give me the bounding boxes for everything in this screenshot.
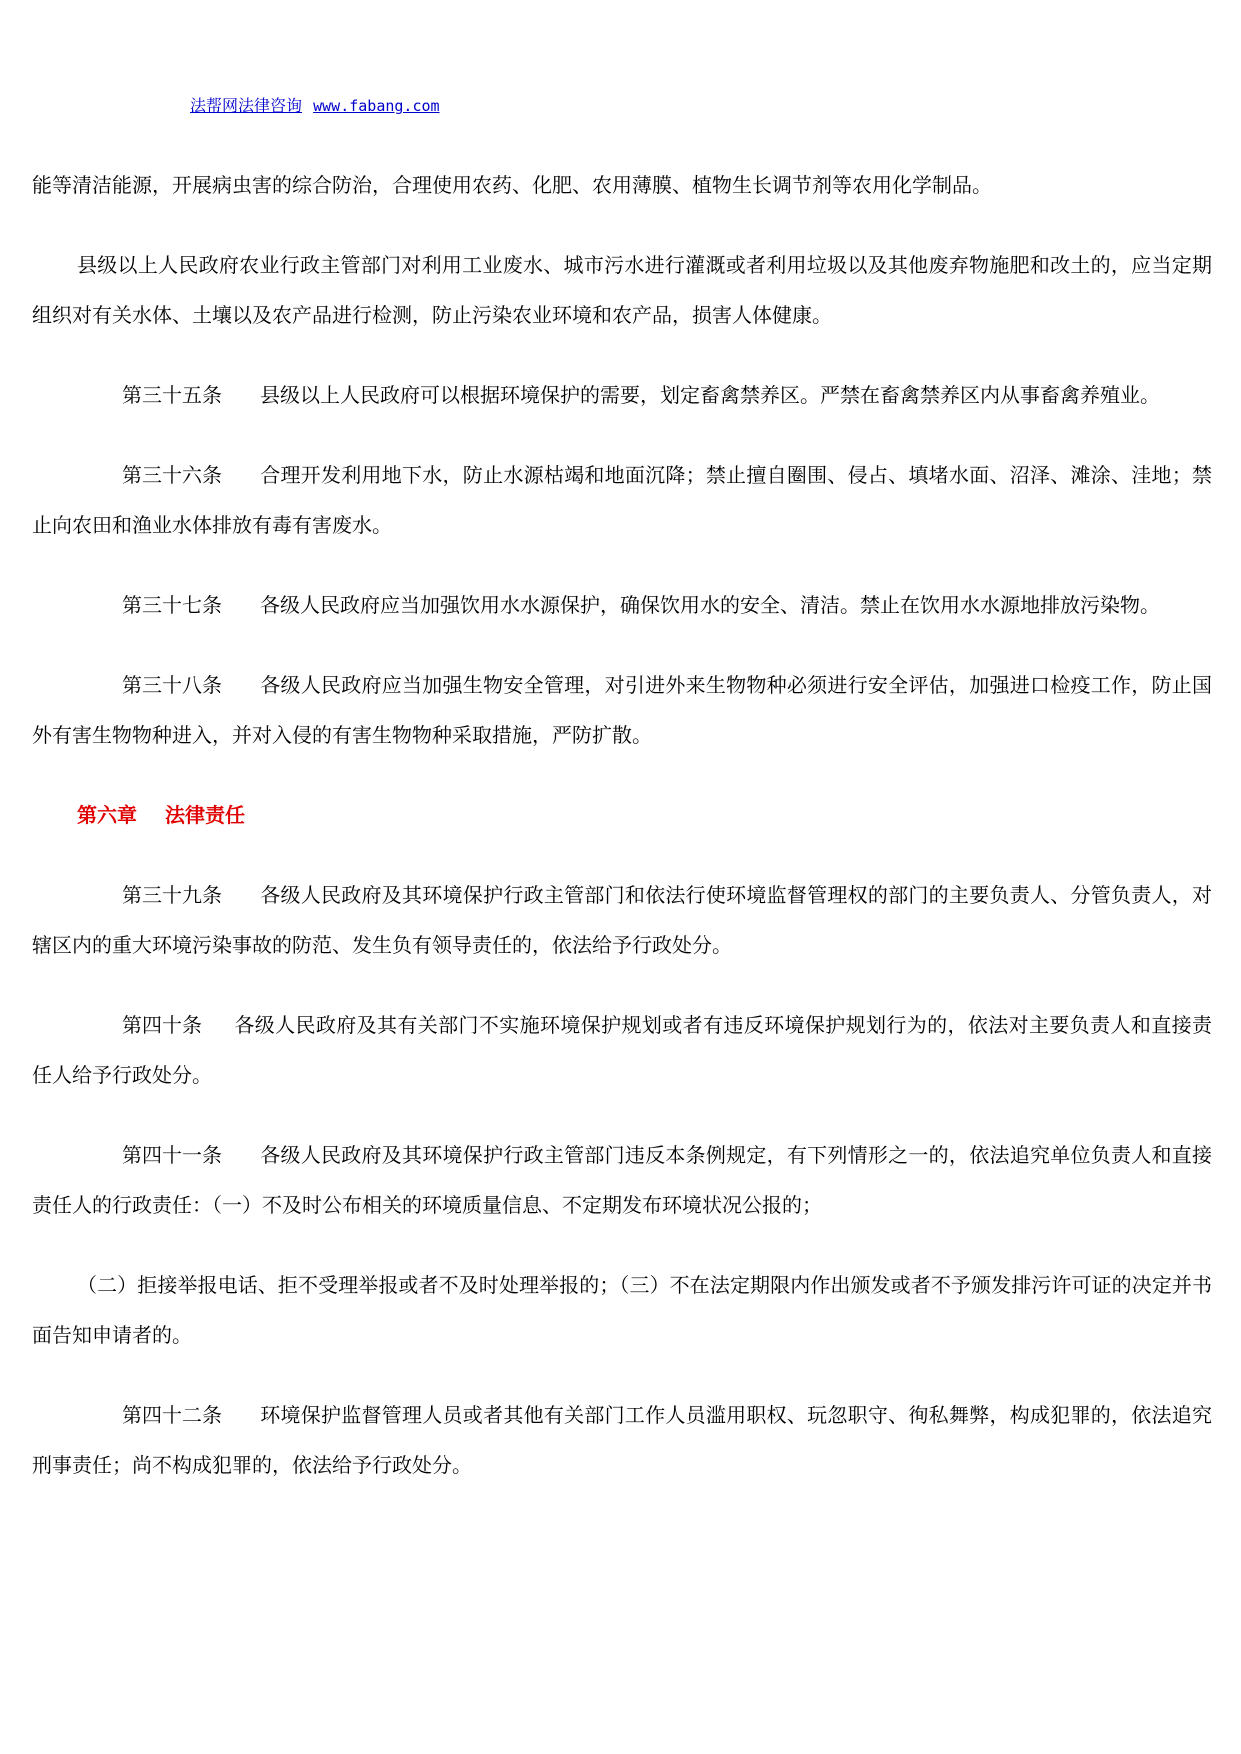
article-number: 第三十八条 bbox=[122, 673, 222, 697]
chapter-number: 第六章 bbox=[77, 803, 137, 827]
paragraph-text: 县级以上人民政府农业行政主管部门对利用工业废水、城市污水进行灌溉或者利用垃圾以及其他废弃物施肥和改土的，应当定期组织对有关水体、土壤以及农产品进行检测，防止污染农业环境和农产品，损害人体健康。 bbox=[32, 253, 1212, 327]
paragraph-text: 能等清洁能源，开展病虫害的综合防治，合理使用农药、化肥、农用薄膜、植物生长调节剂等农用化学制品。 bbox=[32, 173, 992, 197]
article-39 bbox=[32, 870, 1212, 970]
article-37 bbox=[32, 580, 1212, 630]
article-number: 第三十七条 bbox=[122, 593, 222, 617]
article-number: 第三十六条 bbox=[122, 463, 222, 487]
article-number: 第三十九条 bbox=[122, 883, 222, 907]
article-text: 各级人民政府及其有关部门不实施环境保护规划或者有违反环境保护规划行为的，依法对主要负责人和直接责任人给予行政处分。 bbox=[32, 1013, 1212, 1087]
article-number: 第四十二条 bbox=[122, 1403, 222, 1427]
document-body bbox=[32, 160, 1212, 1520]
article-text: 各级人民政府应当加强生物安全管理，对引进外来生物物种必须进行安全评估，加强进口检疫工作，防止国外有害生物物种进入，并对入侵的有害生物物种采取措施，严防扩散。 bbox=[32, 673, 1212, 747]
article-36 bbox=[32, 450, 1212, 550]
site-url-link[interactable]: www.fabang.com bbox=[313, 97, 440, 115]
chapter-title: 法律责任 bbox=[165, 803, 245, 827]
article-35 bbox=[32, 370, 1212, 420]
article-38 bbox=[32, 660, 1212, 760]
paragraph-text: （二）拒接举报电话、拒不受理举报或者不及时处理举报的；（三）不在法定期限内作出颁发或者不予颁发排污许可证的决定并书面告知申请者的。 bbox=[32, 1273, 1212, 1347]
site-name-link[interactable]: 法帮网法律咨询 bbox=[190, 96, 303, 115]
article-number: 第四十一条 bbox=[122, 1143, 222, 1167]
paragraph bbox=[32, 240, 1212, 340]
article-40 bbox=[32, 1000, 1212, 1100]
article-text: 合理开发利用地下水，防止水源枯竭和地面沉降；禁止擅自圈围、侵占、填堵水面、沼泽、滩涂、洼地；禁止向农田和渔业水体排放有毒有害废水。 bbox=[32, 463, 1212, 537]
article-text: 县级以上人民政府可以根据环境保护的需要，划定畜禽禁养区。严禁在畜禽禁养区内从事畜禽养殖业。 bbox=[260, 383, 1160, 407]
article-text: 各级人民政府及其环境保护行政主管部门和依法行使环境监督管理权的部门的主要负责人、分管负责人，对辖区内的重大环境污染事故的防范、发生负有领导责任的，依法给予行政处分。 bbox=[32, 883, 1212, 957]
article-text: 环境保护监督管理人员或者其他有关部门工作人员滥用职权、玩忽职守、徇私舞弊，构成犯罪的，依法追究刑事责任；尚不构成犯罪的，依法给予行政处分。 bbox=[32, 1403, 1212, 1477]
article-text: 各级人民政府应当加强饮用水水源保护，确保饮用水的安全、清洁。禁止在饮用水水源地排放污染物。 bbox=[260, 593, 1160, 617]
article-42 bbox=[32, 1390, 1212, 1490]
article-number: 第四十条 bbox=[122, 1013, 202, 1037]
article-number: 第三十五条 bbox=[122, 383, 222, 407]
article-text: 各级人民政府及其环境保护行政主管部门违反本条例规定，有下列情形之一的，依法追究单位负责人和直接责任人的行政责任：（一）不及时公布相关的环境质量信息、不定期发布环境状况公报的； bbox=[32, 1143, 1212, 1217]
article-41-continued bbox=[32, 1260, 1212, 1360]
paragraph bbox=[32, 160, 1212, 210]
chapter-heading bbox=[32, 790, 1212, 840]
article-41 bbox=[32, 1130, 1212, 1230]
page-header bbox=[190, 93, 440, 116]
